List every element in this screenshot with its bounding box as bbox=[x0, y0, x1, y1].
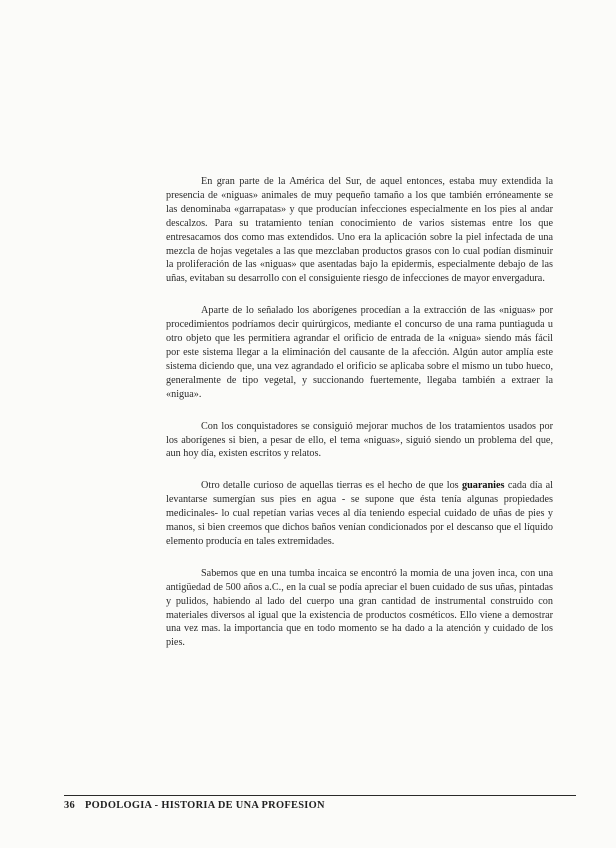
paragraph-niguas-intro: En gran parte de la América del Sur, de aquel entonces, estaba muy extendida la presencia de «niguas» animales de muy pequeño tamaño a los que también erróneamente se las denominaba «garrapatas» y que producían infecciones especialmente en los pies al andar descalzos. Para su tratamiento tenían conocimiento de varios sistemas entre los que entresacamos dos como mas extendidos. Uno era la aplicación sobre la piel infectada de una mezcla de hojas vegetales a las que mezclaban productos grasos con lo cual podían disminuir la proliferación de las «niguas» que asentadas bajo la epidermis, especialmente debajo de las uñas, evitaban su desarrollo con el consiguiente riesgo de infecciones de mayor envergadura. bbox=[166, 176, 553, 285]
footer-rule bbox=[64, 795, 576, 796]
paragraph-inca-mummy: Sabemos que en una tumba incaica se encontró la momia de una joven inca, con una antigüedad de 500 años a.C., en la cual se podía apreciar el buen cuidado de sus uñas, pintadas y pulidos, habiendo al lado del cuerpo una gran cantidad de instrumental construido con materiales diversos al igual que la existencia de productos cosméticos. Ello viene a demostrar una vez mas. la importancia que en todo momento se ha dado a la atención y cuidado de los pies. bbox=[166, 567, 553, 649]
page-footer bbox=[64, 800, 325, 811]
page-number: 36 bbox=[64, 800, 75, 811]
paragraph-niguas-extraction: Aparte de lo señalado los aborígenes procedían a la extracción de las «niguas» por procedimientos podríamos decir quirúrgicos, mediante el concurso de una rama puntiaguda u otro objeto que les permitiera agrandar el orificio de entrada de la «nigua» siendo más fácil por este sistema llegar a la eliminación del causante de la afección. Algún autor amplía este sistema diciendo que, una vez agrandado el orificio se aplicaba sobre el mismo un tubo hueco, generalmente de tipo vegetal, y succionando fuertemente, llegaba también a extraer la «nigua». bbox=[166, 305, 553, 400]
paragraph-guaranies bbox=[166, 479, 553, 549]
running-title: PODOLOGIA - HISTORIA DE UNA PROFESION bbox=[85, 800, 325, 811]
paragraph-guaranies-start: Otro detalle curioso de aquellas tierras es el hecho de que los bbox=[201, 480, 462, 492]
paragraph-guaranies-end: cada día al levantarse sumergían sus pies en agua - se supone que ésta tenía algunas propiedades medicinales- lo cual repetían varias veces al día teniendo especial cuidado de uñas de pies y manos, si bien creemos que dichos baños venían condicionados por el descanso que el líquido elemento producía en tales extremidades. bbox=[166, 480, 553, 547]
guaranies-bold-term: guaranies bbox=[462, 480, 505, 492]
body-text bbox=[166, 175, 553, 668]
paragraph-conquistadores: Con los conquistadores se consiguió mejorar muchos de los tratamientos usados por los aborígenes si bien, a pesar de ello, el tema «niguas», siguió siendo un problema del que, aun hoy día, existen escritos y relatos. bbox=[166, 420, 553, 460]
